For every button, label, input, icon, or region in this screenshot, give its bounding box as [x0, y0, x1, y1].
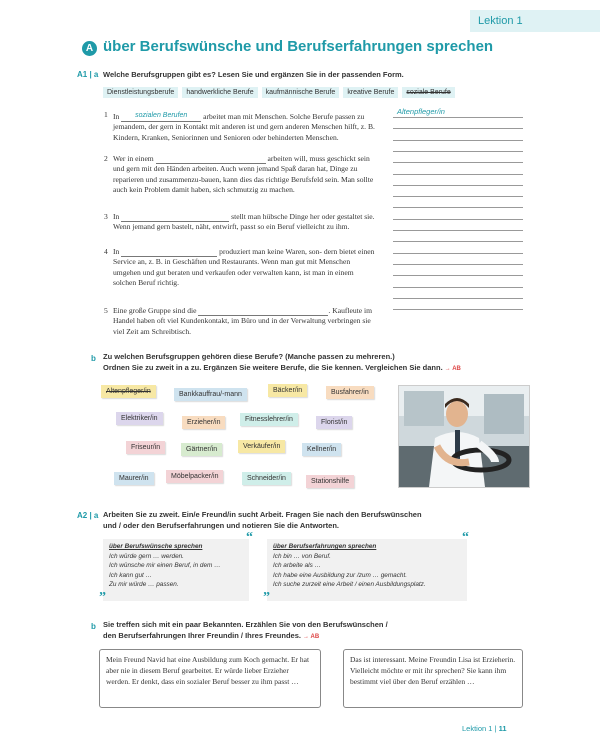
item-pre: In — [113, 112, 120, 121]
item-rest: geschickt sein und gern mit den Händen arbeiten. Auch wenn jemand Spaß daran hat, Dinge zu reparieren und zusammenzu-bauen, kann dies das richtige Berufsfeld sein. Man sollte auch kein Problem damit haben, sich schmutzig zu machen. — [113, 154, 374, 195]
job-chip[interactable]: Maurer/in — [114, 472, 154, 485]
section-title: über Berufswünsche und Berufserfahrungen sprechen — [103, 38, 494, 55]
quote-close-icon: ” — [263, 590, 270, 605]
phrase-line: Ich bin … von Beruf. — [273, 552, 331, 560]
phrase-line: Ich kann gut … — [109, 571, 152, 579]
task-label-a1b: b — [91, 354, 96, 363]
quote-open-icon: “ — [462, 530, 469, 545]
phrase-line: Ich habe eine Ausbildung zur /zum … gemacht. — [273, 571, 408, 579]
job-chip[interactable]: Möbelpacker/in — [166, 470, 223, 483]
item-pre: Wer in einem — [113, 154, 154, 163]
answer-line[interactable] — [393, 117, 523, 118]
quote-close-icon: ” — [99, 590, 106, 605]
section-badge: A — [82, 41, 97, 56]
phrase-line: Zu mir würde … passen. — [109, 581, 179, 588]
answer-line[interactable] — [393, 140, 523, 141]
task-label-a2a: A2 | a — [77, 511, 99, 520]
page-number: 11 — [498, 724, 507, 733]
job-chip[interactable]: Bankkauffrau/-mann — [174, 388, 247, 401]
item-rest: gestaltet sie. Wenn jemand gern bastelt, näht, entwirft, passt so ein Beruf vielleicht zu ihm. — [113, 212, 375, 232]
answer-line[interactable] — [393, 174, 523, 175]
speech-bubble-2: Das ist interessant. Meine Freundin Lisa ist Erzieherin. Vielleicht möchte er mit ihr sprechen? Sie kann ihm bestimmt viel über den Beruf erzählen … — [343, 649, 523, 708]
job-chip[interactable]: Stationshilfe — [306, 475, 354, 488]
phrase-line: Ich würde gern … werden. — [109, 552, 184, 560]
workbook-reference[interactable]: → AB — [303, 634, 320, 640]
answer-line[interactable] — [393, 287, 523, 288]
answer-line[interactable] — [393, 309, 523, 310]
phrase-box-heading: über Berufswünsche sprechen — [109, 543, 203, 550]
item-pre: In — [113, 212, 120, 221]
job-chip[interactable]: Florist/in — [316, 416, 352, 429]
item-number: 2 — [104, 154, 108, 163]
answer-line[interactable] — [393, 185, 523, 186]
job-chip[interactable]: Verkäufer/in — [238, 440, 285, 453]
answer-line[interactable] — [393, 151, 523, 152]
job-chip[interactable]: Gärtner/in — [181, 443, 222, 456]
item-number: 5 — [104, 306, 108, 315]
exercise-item-1 — [113, 110, 375, 143]
phrase-line: Ich wünsche mir einen Beruf, in dem … — [109, 562, 221, 569]
exercise-item-2 — [113, 154, 375, 196]
item-rest: dern bietet einen Service an, z. B. in Geschäften und Restaurants. Wenn man gut mit Menschen umgehen und gut beraten und verkaufen oder verwalten kann, ist man in einem solchen Beruf richtig. — [113, 247, 375, 288]
exercise-item-5: Eine große Gruppe sind die . Kaufleute im Handel haben oft viel Kundenkontakt, im Büro und in der Verwaltung verbringen sie viel Zeit am Schreibtisch. — [113, 306, 373, 336]
phrase-line: Ich arbeite als … — [273, 562, 321, 569]
task-instruction-a2b-1: Sie treffen sich mit ein paar Bekannten. Erzählen Sie von den Berufswünschen / — [103, 620, 388, 629]
answer-line[interactable] — [393, 298, 523, 299]
lesson-tab: Lektion 1 — [470, 10, 600, 32]
page-footer: Lektion 1 | 11 — [462, 724, 507, 733]
item-pre: Eine große Gruppe sind die — [113, 306, 197, 315]
task-label-a2b: b — [91, 622, 96, 631]
item-number: 3 — [104, 212, 108, 221]
item-line: stellt man hübsche Dinge her oder — [231, 212, 336, 221]
filled-answer: sozialen Berufen — [135, 112, 188, 119]
phrase-line: Ich suche zurzeit eine Arbeit / einen Ausbildungsplatz. — [273, 581, 426, 588]
job-chip[interactable]: Elektriker/in — [116, 412, 163, 425]
exercise-item-4 — [113, 247, 375, 289]
job-chip-used[interactable]: Altenpfleger/in — [101, 385, 156, 398]
task-instruction-a2b-2 — [103, 630, 319, 643]
answer-line[interactable] — [393, 264, 523, 265]
item-rest: passen zu jemandem, der gern in Kontakt mit anderen ist und gern anderen Menschen hilft, z. B. Kindern, Kranken, Seniorinnen und Senioren oder behinderten Menschen. — [113, 112, 375, 142]
job-chip[interactable]: Fitnesslehrer/in — [240, 413, 298, 426]
item-pre: In — [113, 247, 120, 256]
answer-line[interactable] — [393, 219, 523, 220]
word-chip: kreative Berufe — [343, 87, 398, 98]
quote-open-icon: “ — [246, 530, 253, 545]
answer-line[interactable] — [393, 253, 523, 254]
item-line: produziert man keine Waren, son- — [219, 247, 322, 256]
phrase-box-heading: über Berufserfahrungen sprechen — [273, 543, 377, 550]
word-chip: Dienstleistungsberufe — [103, 87, 178, 98]
word-chip: kaufmännische Berufe — [262, 87, 340, 98]
answer-line[interactable] — [393, 207, 523, 208]
job-chip[interactable]: Kellner/in — [302, 443, 341, 456]
item-number: 1 — [104, 110, 108, 119]
task-label-a1a: A1 | a — [77, 70, 99, 79]
answer-line[interactable] — [393, 241, 523, 242]
answer-line[interactable] — [393, 128, 523, 129]
footer-lesson: Lektion 1 — [462, 724, 493, 733]
phrase-box-experience — [267, 539, 467, 601]
answer-line[interactable] — [393, 230, 523, 231]
task-instruction-a2a-2: und / oder den Berufserfahrungen und notieren Sie die Antworten. — [103, 521, 339, 530]
speech-bubble-1: Mein Freund Navid hat eine Ausbildung zum Koch gemacht. Er hat aber nie in diesem Beruf gearbeitet. Er würde lieber Erzieher werden. Er denkt, dass ein sozialer Beruf besser zu ihm passt … — [99, 649, 321, 708]
job-chip[interactable]: Schneider/in — [242, 472, 291, 485]
answer-line[interactable] — [393, 162, 523, 163]
workbook-reference[interactable]: → AB — [444, 366, 461, 372]
answer-example: Altenpfleger/in — [397, 107, 445, 116]
task-instruction-a1b-2 — [103, 362, 461, 375]
item-line: arbeitet man mit Menschen. Solche Berufe — [203, 112, 334, 121]
word-chip: handwerkliche Berufe — [182, 87, 257, 98]
item-line: arbeiten will, muss — [267, 154, 326, 163]
job-chip[interactable]: Friseur/in — [126, 441, 165, 454]
item-rest: Kaufleute im Handel haben oft viel Kundenkontakt, im Büro und in der Verwaltung verbringen sie viel Zeit am Schreibtisch. — [113, 306, 373, 336]
bus-driver-illustration — [399, 386, 529, 487]
task-instruction-a1a: Welche Berufsgruppen gibt es? Lesen Sie und ergänzen Sie in der passenden Form. — [103, 70, 404, 79]
answer-line[interactable] — [393, 196, 523, 197]
phrase-box-wishes — [103, 539, 249, 601]
item-number: 4 — [104, 247, 108, 256]
instruction-text: den Berufserfahrungen Ihrer Freundin / Ihres Freundes. — [103, 631, 301, 640]
bus-driver-photo — [398, 385, 530, 488]
exercise-item-3 — [113, 212, 375, 233]
job-chip[interactable]: Bäcker/in — [268, 384, 307, 397]
word-chip-used: soziale Berufe — [402, 87, 454, 98]
job-chip[interactable]: Busfahrer/in — [326, 386, 374, 399]
job-chip[interactable]: Erzieher/in — [182, 416, 225, 429]
task-instruction-a2a-1: Arbeiten Sie zu zweit. Ein/e Freund/in sucht Arbeit. Fragen Sie nach den Berufswünschen — [103, 510, 422, 519]
answer-blank-1[interactable] — [121, 110, 201, 122]
task-instruction-a1b-1: Zu welchen Berufsgruppen gehören diese Berufe? (Manche passen zu mehreren.) — [103, 352, 395, 361]
answer-line[interactable] — [393, 275, 523, 276]
instruction-text: Ordnen Sie zu zweit in a zu. Ergänzen Sie weitere Berufe, die Sie kennen. Vergleichen Sie dann. — [103, 363, 443, 372]
word-bank — [103, 87, 455, 98]
